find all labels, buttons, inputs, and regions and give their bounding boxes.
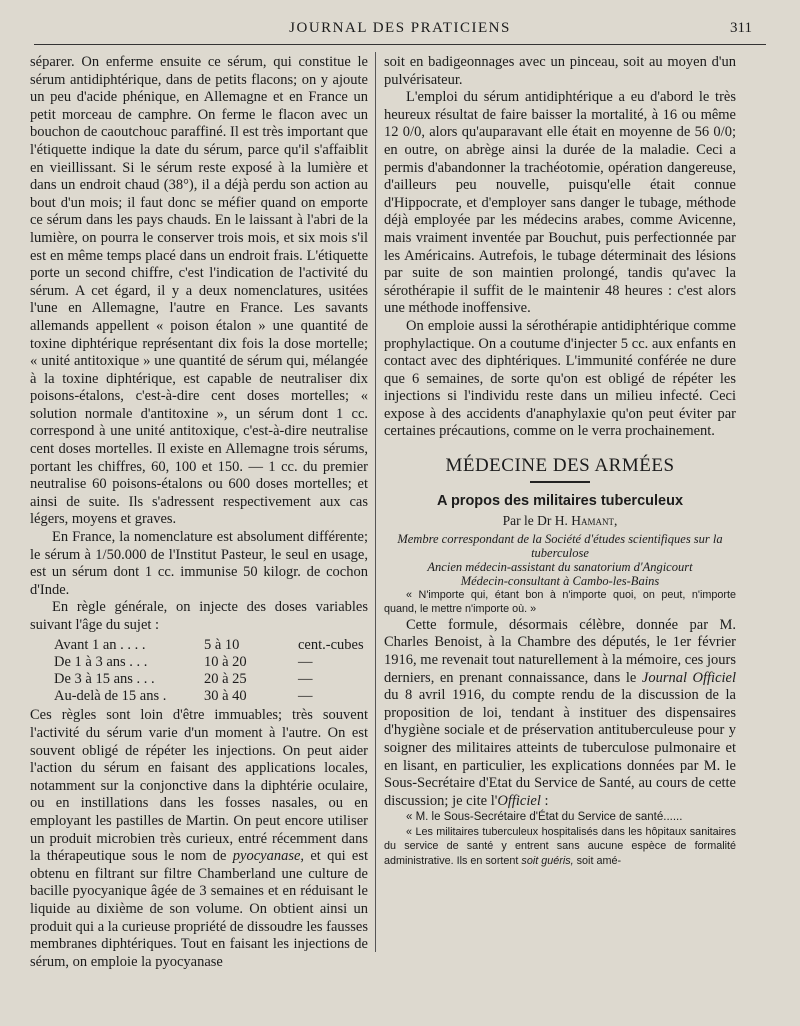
dose-table: [54, 637, 364, 706]
text-run: soit amé-: [576, 854, 622, 867]
text-run: « Les militaires tuberculeux hospitalisés dans les hôpitaux sanitaires du service de santé y entrent sans aucune espèce de formalité administrative. Ils en sortent: [384, 825, 736, 867]
quote-lead: « M. le Sous-Secrétaire d'État du Service de santé......: [406, 811, 683, 824]
dose-cell: 30 à 40: [204, 688, 247, 705]
paragraph: En règle générale, on injecte des doses variables suivant l'âge du sujet :: [30, 599, 368, 633]
age-cell: De 1 à 3 ans . . .: [54, 653, 148, 670]
affiliation: Ancien médecin-assistant du sanatorium d'Angicourt: [427, 559, 693, 574]
table-row: [54, 671, 364, 688]
text-run: :: [544, 792, 549, 809]
unit-cell: —: [298, 653, 313, 670]
paragraph: [30, 707, 368, 971]
page-number: 311: [730, 20, 752, 36]
right-column: [384, 54, 736, 976]
text-run: et qui est obtenu en filtrant sur filtre Chamberland une culture de bacille pyocyanique âgée de 3 semaines et en réduisant le liquide au dixième de son volume. On obtient ainsi un produit qui a la curieuse propriété de dissoudre les fausses membranes diphtériques. Tout en faisant les injections de sérum, on emploie la pyocyanase: [30, 848, 368, 970]
table-row: [54, 654, 364, 671]
age-cell: De 3 à 15 ans . . .: [54, 671, 155, 687]
text-run: Cette formule, désormais célèbre, donnée par M. Charles Benoist, à la Chambre des députés, le 1er février 1916, me revenait tout naturellement à la mémoire, ces jours derniers, en prenant connaissance, dans le: [384, 616, 736, 686]
section-rule: [530, 481, 590, 483]
paragraph: soit en badigeonnages avec un pinceau, soit au moyen d'un pulvérisateur.: [384, 54, 736, 88]
italic-term: pyocyanase,: [232, 848, 305, 865]
age-cell: Au-delà de 15 ans .: [54, 688, 167, 705]
unit-cell: cent.-cubes: [298, 636, 364, 653]
article-title: A propos des militaires tuberculeux: [436, 492, 684, 509]
paragraph: On emploie aussi la sérothérapie antidiphtérique comme prophylactique. On a coutume d'injecter 5 cc. aux enfants en contact avec des diphtériques. L'immunité conférée ne dure que 6 semaines, de sorte qu'on est obligé de répéter les injections si l'individu reste dans un milieu infecté. Ceci expose à des accidents d'anaphylaxie qu'on peut éviter par certaines précautions, comme on le verra prochainement.: [384, 317, 736, 440]
epigraph: « N'importe qui, étant bon à n'importe quoi, on peut, n'importe quand, le mettre n'importe où. »: [384, 588, 736, 616]
running-head: [0, 14, 800, 42]
table-row: [54, 637, 364, 654]
text-run: du 8 avril 1916, du compte rendu de la discussion de la proposition de loi, tendant à instituer des dispensaires d'hygiène sociale et de préservation antituberculeuse pour y soigner des militaires atteints de tuberculose pulmonaire et en lisant, en particulier, les explications données par M. le Sous-Secrétaire d'Etat du Service de Santé, au cours de cette discussion; je cite l': [384, 687, 736, 809]
header-rule: [34, 44, 766, 45]
paragraph: séparer. On enferme ensuite ce sérum, qui constitue le sérum antidiphtérique, dans de petits flacons; on y ajoute un peu d'acide phénique, en Allemagne et en France un petit morceau de camphre. On ferme le flacon avec un bouchon de caoutchouc paraffiné. Il est très important que l'étiquette indique la date du sérum, parce qu'il s'affaiblit en vieillissant. Si le sérum reste exposé à la lumière et dans un endroit chaud (38°), il a déjà perdu son action au bout d'un mois; il faut donc se méfier quand on emporte ce sérum dans les pays chauds. En le laissant à l'abri de la lumière, on pourra le conserver trois mois, et six mois s'il est en même temps placé dans un endroit frais. L'étiquette porte un second chiffre, c'est l'indication de l'activité du sérum. A cet égard, il y a deux nomenclatures, usitées l'une en Allemagne, l'autre en France. Les savants allemands appellent « poison étalon » une quantité de toxine diphtérique représentant dix fois la dose mortelle; « unité antitoxique » une quantité de sérum qui, mélangée à la toxine diphtérique, est capable de neutraliser dix poisons-étalons, c'est-à-dire cent doses mortelles; « solution normale d'antitoxine », un sérum dont 1 cc. correspond à une unité antitoxique, c'est-à-dire neutralise cent doses mortelles. Il existe en Allemagne trois sérums, portant les chiffres, 60, 100 et 150. — 1 cc. du premier neutralise 60 poisons-étalons ou 600 doses mortelles; et ainsi de suite. Ils s'adressent respectivement aux cas légers, moyens et graves.: [30, 54, 368, 528]
italic-term: Officiel: [497, 792, 541, 809]
italic-term: soit guéris,: [521, 854, 574, 867]
age-cell: Avant 1 an . . . .: [54, 636, 146, 653]
dose-cell: 20 à 25: [204, 671, 247, 687]
journal-title: JOURNAL DES PRATICIENS: [289, 20, 511, 36]
quote-body: [384, 825, 736, 869]
text-run: Ces règles sont loin d'être immuables; très souvent l'activité du sérum varie d'un moment à l'autre. On est souvent obligé de répéter les injections. On peut aider l'action du sérum en faisant des applications locales, notamment sur la conjonctive dans la diphtérie oculaire, ou en instillations dans les fosses nasales, ou en employant les pastilles de Martin. On peut encore utiliser un produit microbien très curieux, entré récemment dans la thérapeutique sous le nom de: [30, 707, 368, 865]
table-row: [54, 688, 364, 705]
column-divider: [375, 52, 376, 952]
section-title: MÉDECINE DES ARMÉES: [445, 455, 675, 477]
byline: [384, 512, 736, 530]
affiliation: Membre correspondant de la Société d'études scientifiques sur la tuberculose: [397, 531, 723, 560]
paragraph: L'emploi du sérum antidiphtérique a eu d'abord le très heureux résultat de faire baisser la mortalité, à 16 ou même 12 0/0, alors qu'auparavant elle était en moyenne de 56 0/0; en outre, on abrège ainsi la durée de la maladie. Ceci a permis d'abandonner la trachéotomie, opération dangereuse, d'ailleurs peu nouvelle, puisqu'elle était connue d'Hippocrate, et d'employer sans danger le tubage, méthode déjà employée par les médecins arabes, comme Avicenne, mais vraiment inventée par Bouchut, puis perfectionnée par les Américains. Autrefois, le tubage déterminait des lésions par suite de son maintien prolongé, tandis qu'avec la sérothérapie il suffit de le maintenir 48 heures : c'est alors une méthode inoffensive.: [384, 89, 736, 317]
italic-term: Journal Officiel: [641, 669, 736, 686]
dose-cell: 10 à 20: [204, 653, 247, 670]
dose-cell: 5 à 10: [204, 636, 240, 653]
affiliation: Médecin-consultant à Cambo-les-Bains: [460, 573, 660, 588]
unit-cell: —: [298, 671, 313, 687]
paragraph: En France, la nomenclature est absolument différente; le sérum à 1/50.000 de l'Institut Pasteur, le seul en usage, est un sérum dont 1 cc. immunise 50 kilogr. de cochon d'Inde.: [30, 529, 368, 598]
unit-cell: —: [298, 688, 313, 705]
author-name: H. Hamant,: [554, 513, 618, 529]
byline-prefix: Par le Dr: [502, 513, 552, 529]
left-column: [30, 54, 368, 976]
paragraph: [384, 617, 736, 811]
